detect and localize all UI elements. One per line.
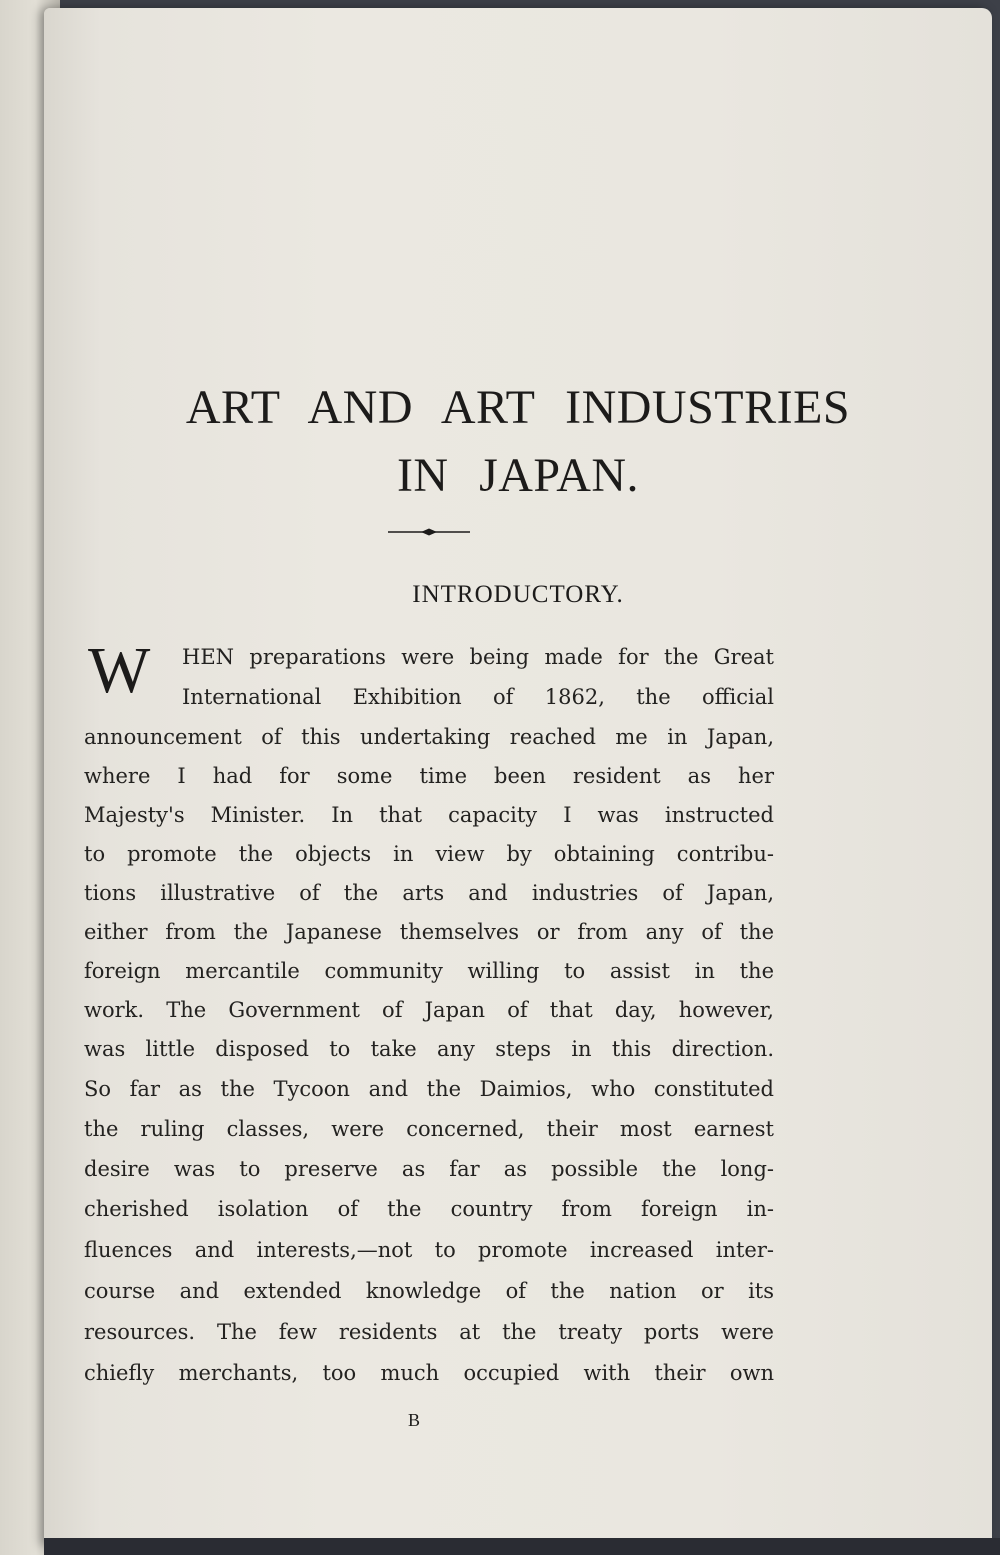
page-title-line-1: ART AND ART INDUSTRIES — [185, 381, 851, 434]
page-bottom-shadow — [44, 1538, 1000, 1555]
chapter-heading: INTRODUCTORY. — [412, 581, 624, 608]
body-line: was little disposed to take any steps in this direction. — [84, 1037, 774, 1061]
body-line: resources. The few residents at the treaty ports were — [84, 1320, 774, 1344]
body-line: announcement of this undertaking reached me in Japan, — [84, 725, 774, 749]
body-line: cherished isolation of the country from foreign in- — [84, 1197, 774, 1221]
body-line: So far as the Tycoon and the Daimios, who constituted — [84, 1077, 774, 1101]
body-line: work. The Government of Japan of that day, however, — [84, 998, 774, 1022]
page-title-line-2: IN JAPAN. — [396, 449, 640, 502]
body-line: fluences and interests,—not to promote increased inter- — [84, 1238, 774, 1262]
body-line: Majesty's Minister. In that capacity I was instructed — [84, 803, 774, 827]
body-line: chiefly merchants, too much occupied with their own — [84, 1361, 774, 1385]
signature-mark: B — [407, 1410, 420, 1430]
body-line: HEN preparations were being made for the Great — [182, 645, 774, 669]
body-line: desire was to preserve as far as possible the long- — [84, 1157, 774, 1181]
body-line: either from the Japanese themselves or from any of the — [84, 920, 774, 944]
drop-cap: W — [88, 634, 151, 707]
body-line: foreign mercantile community willing to assist in the — [84, 959, 774, 983]
book-page — [44, 8, 992, 1546]
body-line: International Exhibition of 1862, the official — [182, 685, 774, 709]
ornament-rule — [388, 525, 470, 539]
body-line: where I had for some time been resident as her — [84, 764, 774, 788]
body-line: tions illustrative of the arts and industries of Japan, — [84, 881, 774, 905]
body-line: to promote the objects in view by obtaining contribu- — [84, 842, 774, 866]
body-line: the ruling classes, were concerned, their most earnest — [84, 1117, 774, 1141]
body-line: course and extended knowledge of the nation or its — [84, 1279, 774, 1303]
